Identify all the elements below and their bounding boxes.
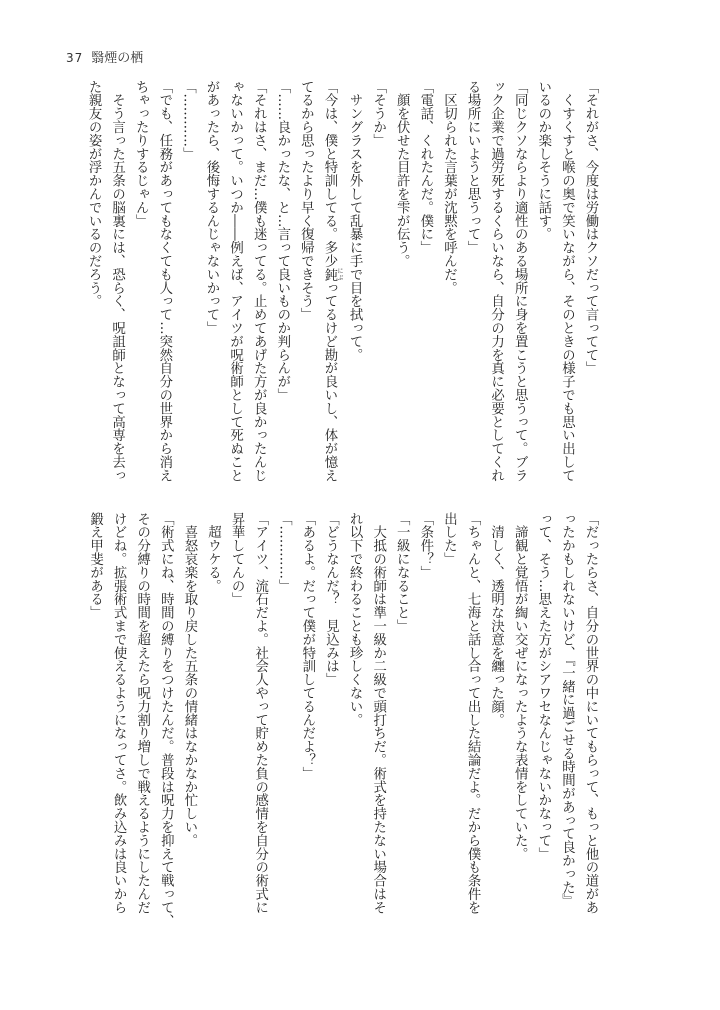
text-line: 「それはさ、まだ…僕も迷ってる。止めてあげた方が良かったんじ <box>251 80 267 482</box>
text-line: 喜怒哀楽を取り戻した五条の情緒はなかなか忙しい。 <box>181 512 197 847</box>
text-line: サングラスを外して乱暴に手で目を拭って。 <box>347 80 363 362</box>
text-line: 区切られた言葉が沈黙を呼んだ。 <box>441 80 457 295</box>
page-number: 37 <box>66 51 84 65</box>
text-line: れ以下で終わることも珍しくない。 <box>347 512 363 727</box>
text-line: があったら、後悔するんじゃないかって」 <box>204 80 219 335</box>
text-line: 「そうか」 <box>370 80 386 147</box>
text-line: 「…………」 <box>180 80 196 161</box>
text-line: 「ちゃんと、七海と話し合って出した結論だよ。だから僕も条件を <box>465 512 481 914</box>
ruby-base: 鈍 <box>321 267 337 282</box>
text-line: 「同じクソならより適性のある場所に身を置こうと思うって。ブラ <box>512 80 528 482</box>
text-line: 昇華してんの」 <box>229 512 245 606</box>
text-line: 「一級になること」 <box>394 512 410 633</box>
text-line: ック企業で過労死するくらいなら、自分の力を真に必要としてくれ <box>488 80 504 482</box>
text-line: 出した」 <box>441 512 457 566</box>
text-line: 「条件？」 <box>417 512 433 579</box>
text-line: 超ウケる。 <box>205 512 221 593</box>
text-line: そう言った五条の脳裏には、恐らく、呪詛師となって高専を去っ <box>109 80 125 482</box>
text-line <box>317 80 342 490</box>
text-line: 「どうなんだ？ 見込みは」 <box>323 512 339 687</box>
text-line: くすくすと喉の奥で笑いながら、そのときの様子でも思い出して <box>559 80 575 482</box>
text-block-bottom <box>83 512 602 928</box>
text-line: 清しく、透明な決意を纏った顔。 <box>488 512 504 727</box>
text-line: 「…………」 <box>276 512 292 593</box>
running-header <box>66 47 143 66</box>
text-block-top <box>81 80 602 490</box>
text-line: 「あるよ。だって僕が特訓してるんだよ？」 <box>299 512 315 780</box>
text-line: 「……良かったな、と…言って良いものか判らんが」 <box>274 80 290 402</box>
text-line: た親友の姿が浮かんでいるのだろう。 <box>86 80 102 308</box>
text-segment: ってるけど勘が良いし、体が憶え <box>321 281 337 483</box>
text-line: 「でも、任務があってもなくても人って…突然自分の世界から消え <box>156 80 172 482</box>
book-title: 翳煙の栖 <box>91 51 144 66</box>
text-segment: 「今は、僕と特訓してる。多少 <box>321 80 337 268</box>
text-line: 鍛え甲斐がある」 <box>87 512 103 620</box>
text-line: 「だったらさ、自分の世界の中にいてもらって、もっと他の道があ <box>583 512 598 914</box>
text-line: てるから思ったより早く復帰できそう」 <box>298 80 314 322</box>
text-line: いるのか楽しそうに話す。 <box>535 80 551 241</box>
text-line: って、そう…思えた方がシアワセなんじゃないかなって」 <box>535 512 551 861</box>
text-line: 「電話、くれたんだ。僕に」 <box>417 80 433 255</box>
text-line: 「それがさ、今度は労働はクソだって言ってて」 <box>583 80 598 375</box>
text-line: ったかもしれないけど、『一緒に過ごせる時間があって良かった』 <box>559 512 575 908</box>
text-line: ちゃったりするじゃん」 <box>133 80 149 228</box>
ruby-annotation <box>321 267 343 282</box>
ruby-reading: にぶ <box>335 267 343 281</box>
text-line: 「術式にね、時間の縛りをつけたんだ。普段は呪力を抑えて戦って、 <box>158 512 174 928</box>
text-line: けどね。拡張術式まで使えるようになってさ。飲み込みは良いから <box>111 512 127 914</box>
text-line: その分縛りの時間を超えたら呪力割り増しで戦えるようにしたんだ <box>134 512 150 914</box>
text-line: る場所にいようと思うって」 <box>465 80 481 255</box>
text-line: ゃないかって。いつか――例えば、アイツが呪術師として死ぬこと <box>227 80 243 482</box>
text-line: 大抵の術師は準一級か二級で頭打ちだ。術式を持たない場合はそ <box>370 512 386 914</box>
text-line: 諦観と覚悟が綯い交ぜになったような表情をしていた。 <box>512 512 528 861</box>
text-line: 顔を伏せた目許を雫が伝う。 <box>394 80 410 268</box>
text-line: 「アイツ、流石だよ。社会人やって貯めた負の感情を自分の術式に <box>252 512 268 914</box>
